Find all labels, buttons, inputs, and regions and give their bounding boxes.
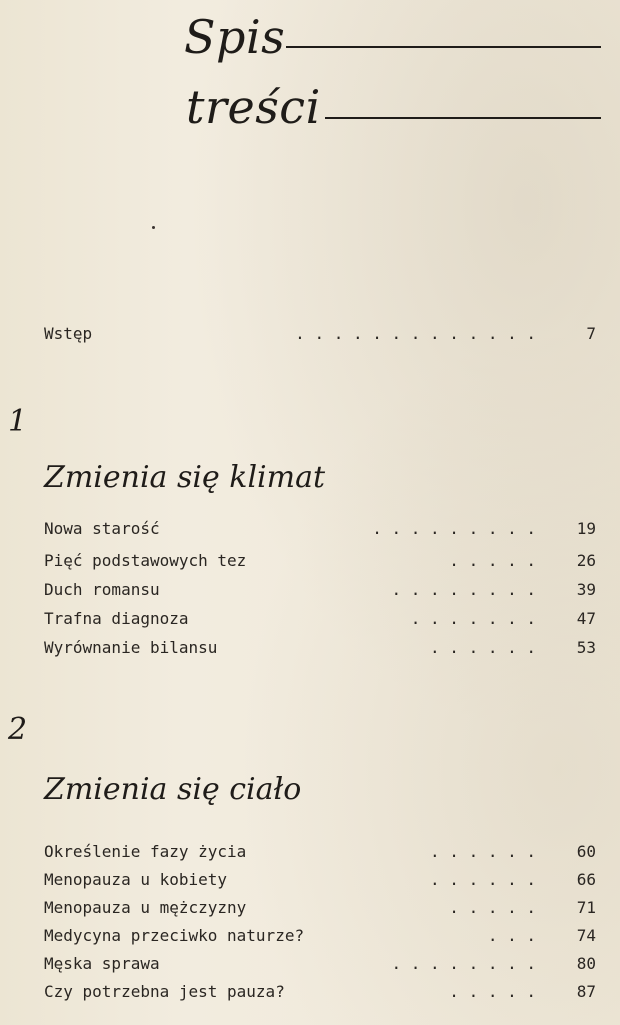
toc-page-number: 7 bbox=[586, 324, 596, 343]
toc-leader-dots: . . . . . . . . . bbox=[372, 519, 536, 538]
toc-entry-label: Trafna diagnoza bbox=[44, 609, 189, 628]
toc-leader-dots: . . . . . . . . bbox=[391, 580, 536, 599]
toc-leader-dots: . . . . . . . . . . . . . bbox=[295, 324, 536, 343]
toc-page-number: 71 bbox=[576, 898, 596, 917]
title-word-tresci: treści bbox=[186, 80, 321, 134]
title-word-spis: Spis bbox=[184, 10, 286, 64]
page-title-line2 bbox=[186, 80, 321, 134]
toc-entry-label: Menopauza u kobiety bbox=[44, 870, 228, 889]
toc-entry-label: Męska sprawa bbox=[44, 954, 160, 973]
toc-page-number: 60 bbox=[576, 842, 596, 861]
toc-entry-label: Menopauza u mężczyzny bbox=[44, 898, 247, 917]
toc-page-number: 47 bbox=[576, 609, 596, 628]
toc-page-number: 80 bbox=[576, 954, 596, 973]
toc-entry[interactable] bbox=[44, 517, 596, 541]
toc-entry-label: Wyrównanie bilansu bbox=[44, 638, 218, 657]
toc-leader-dots: . . . . . . bbox=[430, 842, 536, 861]
toc-entry[interactable] bbox=[44, 896, 596, 920]
toc-entry[interactable] bbox=[44, 952, 596, 976]
chapter-number: 2 bbox=[8, 712, 28, 747]
toc-leader-dots: . . . . . bbox=[449, 898, 536, 917]
toc-page-number: 74 bbox=[576, 926, 596, 945]
toc-entry[interactable] bbox=[44, 607, 596, 631]
toc-page-number: 87 bbox=[576, 982, 596, 1001]
toc-page-number: 39 bbox=[576, 580, 596, 599]
toc-entry-label: Duch romansu bbox=[44, 580, 160, 599]
toc-entry[interactable] bbox=[44, 924, 596, 948]
toc-entry[interactable] bbox=[44, 980, 596, 1004]
chapter-title: Zmienia się klimat bbox=[44, 460, 326, 495]
toc-entry[interactable] bbox=[44, 868, 596, 892]
toc-entry-label: Określenie fazy życia bbox=[44, 842, 247, 861]
title-rule-2 bbox=[325, 117, 601, 119]
toc-page-number: 26 bbox=[576, 551, 596, 570]
toc-entry-label: Nowa starość bbox=[44, 519, 160, 538]
toc-entry-intro[interactable] bbox=[44, 322, 596, 346]
toc-leader-dots: . . . . . bbox=[449, 551, 536, 570]
toc-entry-label: Pięć podstawowych tez bbox=[44, 551, 247, 570]
toc-leader-dots: . . . . . . bbox=[430, 638, 536, 657]
toc-entry[interactable] bbox=[44, 636, 596, 660]
toc-entry[interactable] bbox=[44, 549, 596, 573]
toc-leader-dots: . . . . . bbox=[449, 982, 536, 1001]
title-rule-1 bbox=[286, 46, 601, 48]
toc-entry[interactable] bbox=[44, 840, 596, 864]
toc-entry-label: Wstęp bbox=[44, 324, 93, 343]
toc-entry[interactable] bbox=[44, 578, 596, 602]
chapter-title: Zmienia się ciało bbox=[44, 772, 302, 807]
toc-leader-dots: . . . . . . bbox=[430, 870, 536, 889]
toc-entry-label: Czy potrzebna jest pauza? bbox=[44, 982, 285, 1001]
toc-entry-label: Medycyna przeciwko naturze? bbox=[44, 926, 305, 945]
page-title-line1 bbox=[184, 10, 285, 64]
toc-page-number: 19 bbox=[576, 519, 596, 538]
toc-page-number: 53 bbox=[576, 638, 596, 657]
toc-leader-dots: . . . bbox=[487, 926, 536, 945]
stray-dot bbox=[152, 226, 155, 229]
chapter-number: 1 bbox=[8, 404, 28, 439]
toc-page-number: 66 bbox=[576, 870, 596, 889]
toc-leader-dots: . . . . . . . . bbox=[391, 954, 536, 973]
toc-leader-dots: . . . . . . . bbox=[410, 609, 536, 628]
